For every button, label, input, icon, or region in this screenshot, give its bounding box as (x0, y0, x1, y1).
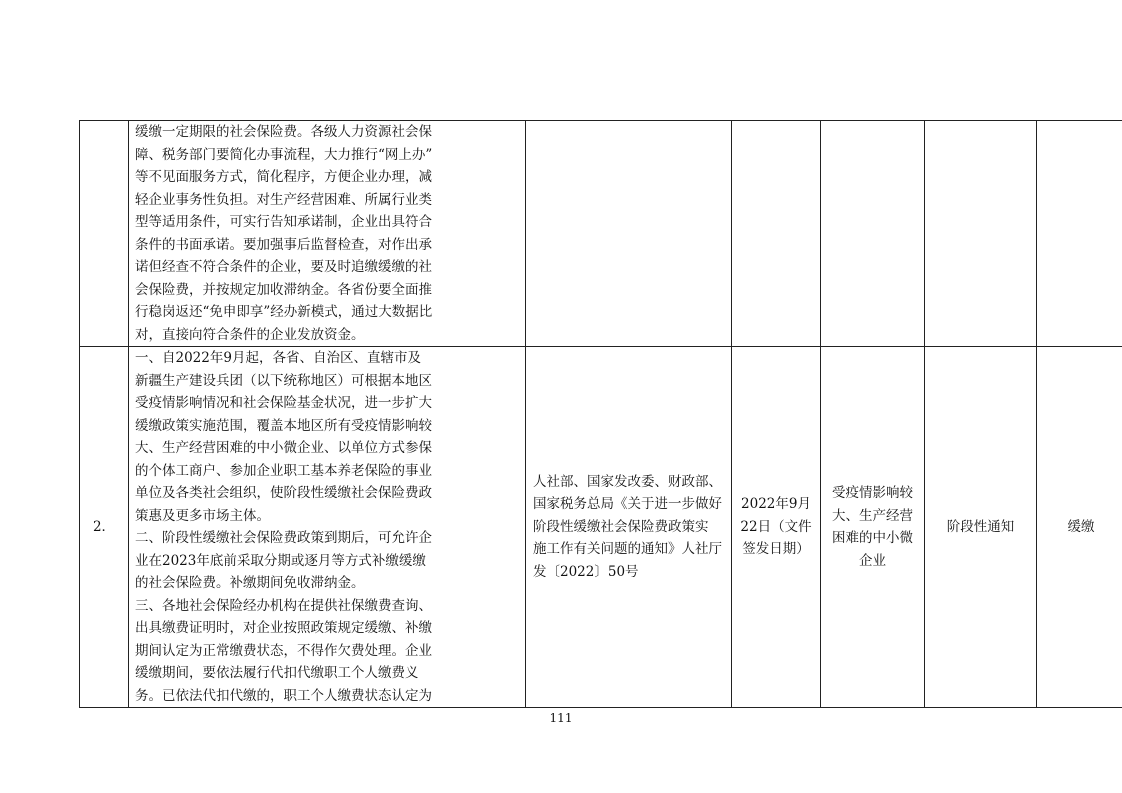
text-line: 阶段性缓缴社会保险费政策实 (533, 518, 709, 535)
text-line: 缓缴政策实施范围，覆盖本地区所有受疫情影响较 (135, 417, 432, 434)
text-line: 签发日期） (742, 541, 810, 558)
text-line: 型等适用条件，可实行告知承诺制，企业出具符合 (135, 214, 432, 230)
policy-content-cell (129, 121, 526, 347)
text-line: 二、阶段性缓缴社会保险费政策到期后，可允许企 (135, 530, 432, 546)
text-line: 轻企业事务性负担。对生产经营困难、所属行业类 (135, 191, 432, 208)
text-line: 施工作有关问题的通知》人社厅 (533, 541, 722, 558)
text-line: 障、税务部门要简化办事流程，大力推行“网上办” (135, 146, 433, 163)
text-line: 缓缴期间，要依法履行代扣代缴职工个人缴费义 (135, 665, 419, 681)
policy-source-cell (526, 347, 732, 708)
policy-source-cell (526, 121, 732, 347)
text-line: 期间认定为正常缴费状态，不得作欠费处理。企业 (135, 642, 432, 659)
issue-date-cell (732, 121, 821, 347)
text-line: 行稳岗返还“免申即享”经办新模式，通过大数据比 (135, 304, 433, 320)
row-number-cell (80, 121, 129, 347)
text-line: 受疫情影响情况和社会保险基金状况，进一步扩大 (135, 395, 432, 411)
category-cell (1037, 121, 1122, 347)
table-row (80, 347, 1122, 708)
text-line: 条件的书面承诺。要加强事后监督检查，对作出承 (135, 236, 432, 253)
text-line: 人社部、国家发改委、财政部、 (533, 473, 722, 490)
text-line: 一、自2022年9月起，各省、自治区、直辖市及 (135, 350, 421, 366)
text-line: 业在2023年底前采取分期或逐月等方式补缴缓缴 (135, 552, 426, 569)
text-line: 2022年9月 (741, 496, 811, 513)
page-number: 111 (549, 711, 573, 725)
table-row (80, 121, 1122, 347)
policy-content-text (129, 347, 525, 707)
policy-table (79, 120, 1122, 708)
text-line: 单位及各类社会组织，使阶段性缓缴社会保险费政 (135, 485, 432, 501)
text-line: 三、各地社会保险经办机构在提供社保缴费查询、 (135, 597, 432, 614)
text-line: 务。已依法代扣代缴的，职工个人缴费状态认定为 (135, 687, 432, 704)
category-cell: 缓缴 (1037, 347, 1122, 708)
text-line: 的社会保险费。补缴期间免收滞纳金。 (135, 575, 365, 591)
text-line: 发〔2022〕50号 (533, 563, 639, 580)
text-line: 大、生产经营困难的中小微企业、以单位方式参保 (135, 440, 432, 456)
text-line: 策惠及更多市场主体。 (135, 507, 270, 524)
row-number-cell: 2． (80, 347, 129, 708)
text-line: 大、生产经营 (832, 507, 913, 524)
text-line: 对，直接向符合条件的企业发放资金。 (135, 326, 365, 343)
validity-cell (925, 121, 1037, 347)
target-text (821, 482, 924, 572)
text-line: 的个体工商户、参加企业职工基本养老保险的事业 (135, 462, 432, 479)
text-line: 诺但经查不符合条件的企业，要及时追缴缓缴的社 (135, 259, 432, 275)
target-cell (821, 347, 925, 708)
text-line: 会保险费，并按规定加收滞纳金。各省份要全面推 (135, 281, 432, 298)
policy-content-cell (129, 347, 526, 708)
text-line: 缓缴一定期限的社会保险费。各级人力资源社会保 (135, 124, 432, 140)
text-line: 出具缴费证明时，对企业按照政策规定缓缴、补缴 (135, 620, 432, 636)
target-cell (821, 121, 925, 347)
text-line: 困难的中小微 (832, 530, 913, 546)
issue-date-cell (732, 347, 821, 708)
text-line: 受疫情影响较 (832, 485, 913, 501)
policy-content-text (129, 121, 525, 346)
validity-cell: 阶段性通知 (925, 347, 1037, 708)
text-line: 等不见面服务方式，简化程序，方便企业办理，减 (135, 169, 432, 185)
text-line: 22日（文件 (740, 518, 812, 535)
text-line: 国家税务总局《关于进一步做好 (533, 496, 722, 513)
text-line: 新疆生产建设兵团（以下统称地区）可根据本地区 (135, 372, 432, 389)
issue-date-text (732, 493, 820, 561)
text-line: 企业 (859, 552, 886, 569)
policy-source-text (533, 471, 724, 584)
